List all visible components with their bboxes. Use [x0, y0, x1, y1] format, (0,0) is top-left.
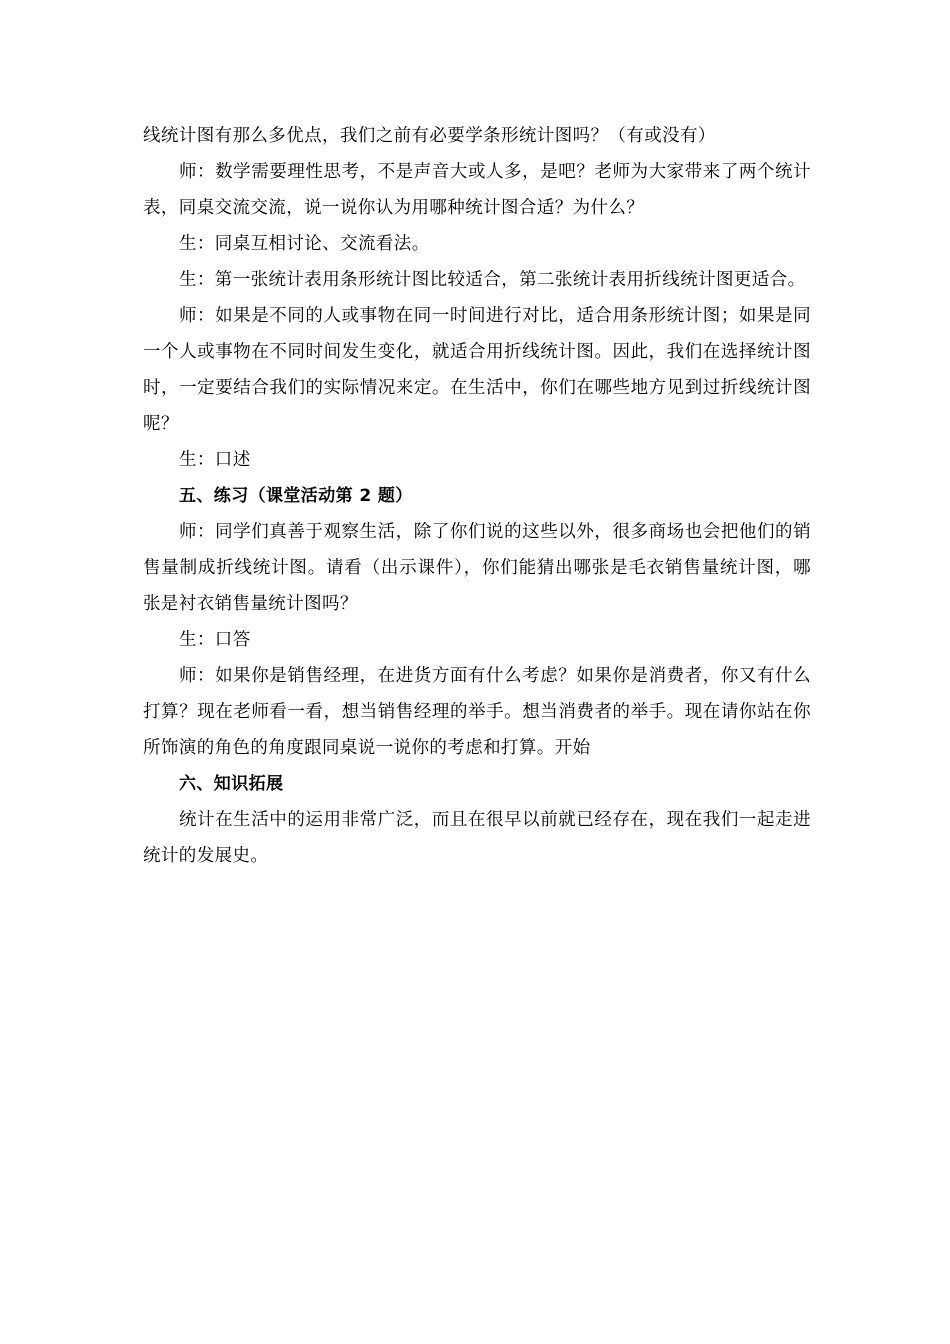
paragraph-teacher-observation: 师：同学们真善于观察生活，除了你们说的这些以外，很多商场也会把他们的销售量制成折线统计图。请看（出示课件），你们能猜出哪张是毛衣销售量统计图，哪张是衬衣销售量统计图吗？ — [143, 522, 811, 614]
paragraph-teacher-roleplay: 师：如果你是销售经理，在进货方面有什么考虑？如果你是消费者，你又有什么打算？现在老师看一看，想当销售经理的举手。想当消费者的举手。现在请你站在你所饰演的角色的角度跟同桌说一说你的考虑和打算。开始 — [143, 666, 811, 758]
paragraph-student-discussion: 生：同桌互相讨论、交流看法。 — [179, 234, 430, 254]
section-heading-extension: 六、知识拓展 — [179, 774, 284, 794]
document-body — [143, 118, 811, 874]
paragraph-teacher-rational-thinking: 师：数学需要理性思考，不是声音大或人多，是吧？老师为大家带来了两个统计表，同桌交流交流，说一说你认为用哪种统计图合适？为什么？ — [143, 162, 811, 218]
paragraph-intro-question: 线统计图有那么多优点，我们之前有必要学条形统计图吗？（有或没有） — [143, 126, 716, 146]
paragraph-student-reply: 生：口答 — [179, 630, 251, 650]
paragraph-teacher-summary: 师：如果是不同的人或事物在同一时间进行对比，适合用条形统计图；如果是同一个人或事物在不同时间发生变化，就适合用折线统计图。因此，我们在选择统计图时，一定要结合我们的实际情况来定。在生活中，你们在哪些地方见到过折线统计图呢？ — [143, 306, 811, 434]
paragraph-statistics-history: 统计在生活中的运用非常广泛，而且在很早以前就已经存在，现在我们一起走进统计的发展史。 — [143, 810, 811, 866]
paragraph-student-answer: 生：第一张统计表用条形统计图比较适合，第二张统计表用折线统计图更适合。 — [179, 270, 806, 290]
section-heading-practice: 五、练习（课堂活动第 2 题） — [179, 486, 413, 506]
paragraph-student-oral: 生：口述 — [179, 450, 251, 470]
